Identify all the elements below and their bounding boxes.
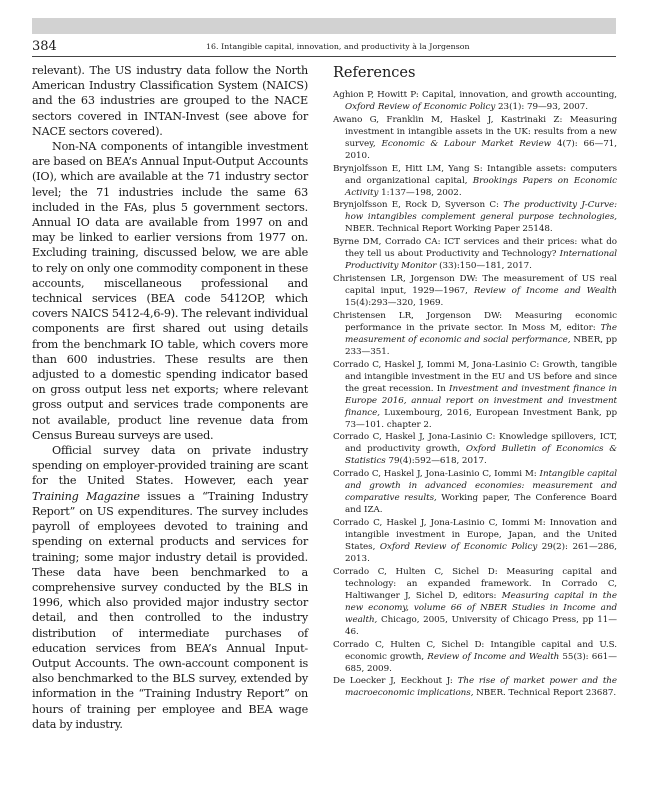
reference-text: 1:137—198, 2002. bbox=[378, 187, 462, 198]
reference-text: NBER. Technical Report Working Paper 25148. bbox=[345, 224, 553, 235]
page-number: 384 bbox=[32, 39, 57, 54]
reference-text: Corrado C, Haskel J, Jona-Lasinio C, Iommi M: Innovation and intangible investment in Europe, Japan, and the United States, bbox=[333, 517, 617, 552]
paragraph bbox=[32, 443, 308, 732]
reference-source: Oxford Bulletin of Economics & Statistics bbox=[345, 444, 618, 467]
reference-source: Measuring capital in the new economy, volume 66 of NBER Studies in Income and wealth, bbox=[345, 590, 617, 625]
reference-entry bbox=[333, 163, 617, 199]
reference-text: Corrado C, Haskel J, Jona-Lasinio C, Iommi M: bbox=[333, 469, 540, 480]
reference-text: Awano G, Franklin M, Haskel J, Kastrinaki Z: Measuring investment in intangible assets in the UK: results from a new survey, bbox=[333, 114, 617, 149]
reference-entry bbox=[333, 431, 617, 467]
reference-source: Intangible capital and growth in advanced economies: measurement and comparative results, bbox=[345, 469, 617, 504]
reference-source: Review of Income and Wealth bbox=[473, 285, 617, 296]
reference-text: 29(2): 261—286, 2013. bbox=[345, 541, 617, 564]
reference-source: Oxford Review of Economic Policy bbox=[345, 102, 496, 112]
reference-entry bbox=[333, 468, 617, 516]
reference-source: Oxford Review of Economic Policy bbox=[379, 541, 538, 552]
reference-text: 79(4):592—618, 2017. bbox=[385, 456, 487, 467]
references-heading: References bbox=[333, 65, 416, 81]
references-column bbox=[333, 63, 617, 700]
reference-text: Corrado C, Hulten C, Sichel D: Intangible capital and U.S. economic growth, bbox=[333, 639, 617, 662]
reference-text: Christensen LR, Jorgenson DW: Measuring economic performance in the private sector. In Moss M, editor: bbox=[333, 310, 617, 333]
body-text-column bbox=[32, 63, 308, 732]
reference-text: Corrado C, Haskel J, Jona-Lasinio C: Knowledge spillovers, ICT, and productivity growth, bbox=[333, 432, 617, 455]
reference-text: Aghion P, Howitt P: Capital, innovation, and growth accounting, bbox=[333, 90, 617, 100]
reference-text: Corrado C, Haskel J, Iommi M, Jona-Lasinio C: Growth, tangible and intangible investment in the EU and US before and since the great recession. In bbox=[333, 359, 617, 394]
reference-text: Chicago, 2005, University of Chicago Press, pp 11—46. bbox=[345, 614, 617, 637]
running-head: 16. Intangible capital, innovation, and productivity à la Jorgenson bbox=[206, 42, 470, 51]
reference-text: Luxembourg, 2016, European Investment Bank, pp 73—101. chapter 2. bbox=[345, 407, 617, 430]
reference-entry bbox=[333, 89, 617, 113]
paragraph: Non-NA components of intangible investment are based on BEA’s Annual Input-Output Accounts (IO), which are available at the 71 industry sector level; the 71 industries include the same 63 included in the FAs, plus 5 government sectors. Annual IO data are available from 1997 on and may be linked to earlier versions from 1977 on. Excluding training, discussed below, we are able to rely on only one commodity component in these accounts, miscellaneous professional and technical services (BEA code 5412OP, which covers NAICS 5412-4,6-9). The relevant individual components are first shared out using details from the benchmark IO table, which covers more than 600 industries. These results are then adjusted to a domestic spending indicator based on gross output less net exports; where relevant gross output and services trade components are not available, product line revenue data from Census Bureau surveys are used. bbox=[32, 140, 308, 442]
reference-entry bbox=[333, 199, 617, 235]
reference-text: Brynjolfsson E, Hitt LM, Yang S: Intangible assets: computers and organizational capital, bbox=[333, 163, 617, 186]
reference-source: The productivity J-Curve: how intangibles complement general purpose technologies, bbox=[345, 200, 617, 223]
reference-entry bbox=[333, 236, 617, 272]
paragraph-text: Official survey data on private industry spending on employer-provided training are scant for the United States. However, each year bbox=[32, 444, 308, 488]
reference-text: Christensen LR, Jorgenson DW: The measurement of US real capital input, 1929—1967, bbox=[333, 273, 617, 296]
header-rule bbox=[32, 56, 616, 57]
header-bar bbox=[32, 18, 616, 34]
reference-text: 23(1): 79—93, 2007. bbox=[495, 102, 588, 112]
reference-entry bbox=[333, 639, 617, 675]
reference-text: NBER. Technical Report 23687. bbox=[473, 688, 617, 699]
reference-source: The rise of market power and the macroeconomic implications, bbox=[345, 676, 617, 699]
reference-list bbox=[333, 89, 617, 699]
reference-entry bbox=[333, 675, 617, 699]
paragraph: relevant). The US industry data follow the North American Industry Classification System (NAICS) and the 63 industries are grouped to the NACE sectors covered in INTAN-Invest (see above for NACE sectors covered). bbox=[32, 64, 308, 138]
reference-text: Corrado C, Hulten C, Sichel D: Measuring capital and technology: an expanded framework. In Corrado C, Haltiwanger J, Sichel D, editors: bbox=[333, 566, 617, 601]
reference-entry bbox=[333, 517, 617, 565]
reference-entry bbox=[333, 114, 617, 162]
reference-source: Review of Income and Wealth bbox=[427, 651, 560, 662]
reference-text: Brynjolfsson E, Rock D, Syverson C: bbox=[333, 200, 504, 211]
reference-source: Investment and investment finance in Europe 2016, annual report on investment and investment finance, bbox=[345, 383, 617, 418]
reference-text: 55(3): 661—685, 2009. bbox=[345, 651, 617, 674]
reference-source: The measurement of economic and social performance, bbox=[345, 322, 617, 345]
reference-text: NBER, pp 233—351. bbox=[345, 334, 617, 357]
reference-text: 4(7): 66—71, 2010. bbox=[345, 138, 617, 161]
reference-entry bbox=[333, 310, 617, 358]
reference-text: Working paper, The Conference Board and IZA. bbox=[345, 493, 617, 516]
reference-text: 15(4):293—320, 1969. bbox=[345, 297, 444, 308]
reference-source: Economic & Labour Market Review bbox=[381, 138, 552, 149]
magazine-title: Training Magazine bbox=[32, 489, 140, 503]
reference-text: (33):150—181, 2017. bbox=[436, 261, 532, 272]
reference-source: Brookings Papers on Economic Activity bbox=[345, 175, 617, 198]
reference-entry bbox=[333, 359, 617, 431]
reference-entry bbox=[333, 273, 617, 309]
reference-source: International Productivity Monitor bbox=[345, 249, 617, 272]
reference-text: Byrne DM, Corrado CA: ICT services and their prices: what do they tell us about Productivity and Technology? bbox=[333, 237, 617, 260]
paragraph-text: issues a “Training Industry Report” on US expenditures. The survey includes payroll of employees devoted to training and spending on external products and services for training; some major industry detail is provided. These data have been benchmarked to a comprehensive survey conducted by the BLS in 1996, which also provided major industry sector detail, and then controlled to the industry distribution of intermediate purchases of education services from BEA’s Annual Input-Output Accounts. The own-account component is also benchmarked to the BLS survey, extended by information in the “Training Industry Report” on hours of training per employee and BEA wage data by industry. bbox=[32, 489, 308, 731]
reference-text: De Loecker J, Eeckhout J: bbox=[333, 676, 458, 687]
reference-entry bbox=[333, 566, 617, 638]
